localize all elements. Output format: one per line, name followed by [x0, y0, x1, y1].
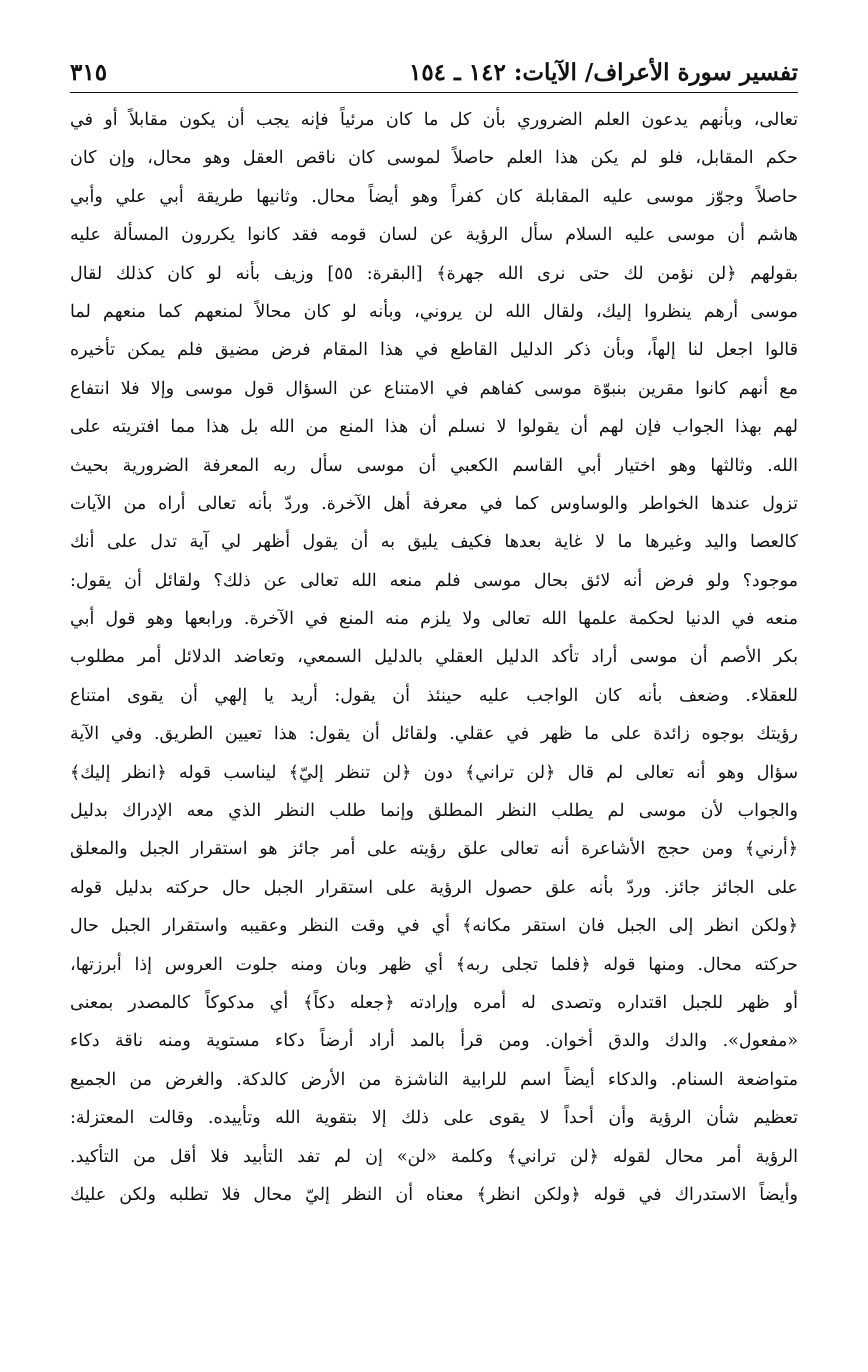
text-line: لهم بهذا الجواب فإن لهم أن يقولوا لا نسلم أن هذا المنع من الله بل هذا مما افتريته على — [70, 417, 798, 438]
running-header — [70, 56, 798, 93]
text-line: على الجائز جائز. وردّ بأنه علق حصول الرؤية على استقرار الجبل حال حركته بدليل قوله — [70, 877, 798, 898]
text-line: هاشم أن موسى عليه السلام سأل الرؤية عن لسان قومه فقد كانوا يكررون المسألة عليه — [70, 225, 798, 246]
text-line: تزول عندها الخواطر والوساوس كما في معرفة أهل الآخرة. وردّ بأنه تعالى أراه من الآيات — [70, 493, 798, 514]
text-line: الله. وثالثها وهو اختيار أبي القاسم الكعبي أن موسى سأل ربه المعرفة الضرورية بحيث — [70, 455, 798, 476]
text-line: كالعصا واليد وغيرها ما لا غاية بعدها فكيف يليق به أن يقول أظهر لي آية تدل على أنك — [70, 532, 798, 553]
body-text — [70, 101, 798, 1214]
text-line: «مفعول». والدك والدق أخوان. ومن قرأ بالمد أراد أرضاً دكاء مستوية ومنه ناقة دكاء — [70, 1031, 798, 1052]
text-line: سؤال وهو أنه تعالى لم قال ﴿لن تراني﴾ دون ﴿لن تنظر إليّ﴾ ليناسب قوله ﴿انظر إليك﴾ — [70, 762, 798, 783]
text-line: قالوا اجعل لنا إلهاً، وبأن ذكر الدليل القاطع في هذا المقام فرض مضيق فلم يمكن تأخيره — [70, 340, 798, 361]
text-line: بكر الأصم أن موسى أراد تأكد الدليل العقلي بالدليل السمعي، وتعاضد الدلائل أمر مطلوب — [70, 647, 798, 668]
text-line: تعظيم شأن الرؤية وأن أحداً لا يقوى على ذلك إلا بتقوية الله وتأييده. وقالت المعتزلة: — [70, 1108, 798, 1129]
text-line: متواضعة السنام. والدكاء أيضاً اسم للرابية الناشزة من الأرض كالدكة. والغرض من الجميع — [70, 1069, 798, 1090]
text-line: مع أنهم كانوا مقرين بنبوّة موسى كفاهم في الامتناع عن السؤال قول موسى وإلا فلا انتفاع — [70, 378, 798, 399]
text-line: وأيضاً الاستدراك في قوله ﴿ولكن انظر﴾ معناه أن النظر إليّ محال فلا تطلبه ولكن عليك — [70, 1184, 798, 1205]
text-line: منعه في الدنيا لحكمة علمها الله تعالى ولا يلزم منه المنع في الآخرة. ورابعها وهو قول أبي — [70, 609, 798, 630]
text-line: ﴿ولكن انظر إلى الجبل فان استقر مكانه﴾ أي في وقت النظر وعقيبه واستقرار الجبل حال — [70, 916, 798, 937]
text-line: موسى أرهم ينظروا إليك، ولقال الله لن يروني، وبأنه لو كان محالاً لمنعهم كما منعهم لما — [70, 301, 798, 322]
text-line: حاصلاً وجوّز موسى عليه المقابلة كان كفراً وهو أيضاً محال. وثانيها طريقة أبي علي وأبي — [70, 186, 798, 207]
text-line: والجواب لأن موسى لم يطلب النظر المطلق وإنما طلب النظر الذي معه الإدراك بدليل — [70, 801, 798, 822]
text-line: للعقلاء. وضعف بأنه كان الواجب عليه حينئذ أن يقول: أريد يا إلهي أن يقوى امتناع — [70, 685, 798, 706]
text-line: حركته محال. ومنها قوله ﴿فلما تجلى ربه﴾ أي ظهر وبان ومنه جلوت العروس إذا أبرزتها، — [70, 954, 798, 975]
text-line: ﴿أرني﴾ ومن حجج الأشاعرة أنه تعالى علق رؤيته على أمر جائز هو استقرار الجبل والمعلق — [70, 839, 798, 860]
page — [70, 56, 798, 1346]
text-line: موجود؟ ولو فرض أنه لائق بحال موسى فلم منعه الله تعالى عن ذلك؟ ولقائل أن يقول: — [70, 570, 798, 591]
page-header-title: تفسير سورة الأعراف/ الآيات: ١٤٢ ـ ١٥٤ — [408, 59, 798, 86]
text-line: رؤيتك بوجوه زائدة على ما ظهر في عقلي. ولقائل أن يقول: هذا تعيين الطريق. وفي الآية — [70, 724, 798, 745]
text-line: أو ظهر للجبل اقتداره وتصدى له أمره وإرادته ﴿جعله دكاً﴾ أي مدكوكاً كالمصدر بمعنى — [70, 992, 798, 1013]
text-line: بقولهم ﴿لن نؤمن لك حتى نرى الله جهرة﴾ [البقرة: ٥٥] وزيف بأنه لو كان كذلك لقال — [70, 263, 798, 284]
page-number: ٣١٥ — [70, 59, 108, 86]
text-line: تعالى، وبأنهم يدعون العلم الضروري بأن كل ما كان مرئياً فإنه يجب أن يكون مقابلاً أو في — [70, 110, 798, 130]
text-line: حكم المقابل، فلو لم يكن هذا العلم حاصلاً لموسى كان ناقص العقل وهو محال، وإن كان — [70, 148, 798, 169]
text-line: الرؤية أمر محال لقوله ﴿لن تراني﴾ وكلمة «لن» إن لم تفد التأبيد فلا أقل من التأكيد. — [70, 1146, 798, 1167]
